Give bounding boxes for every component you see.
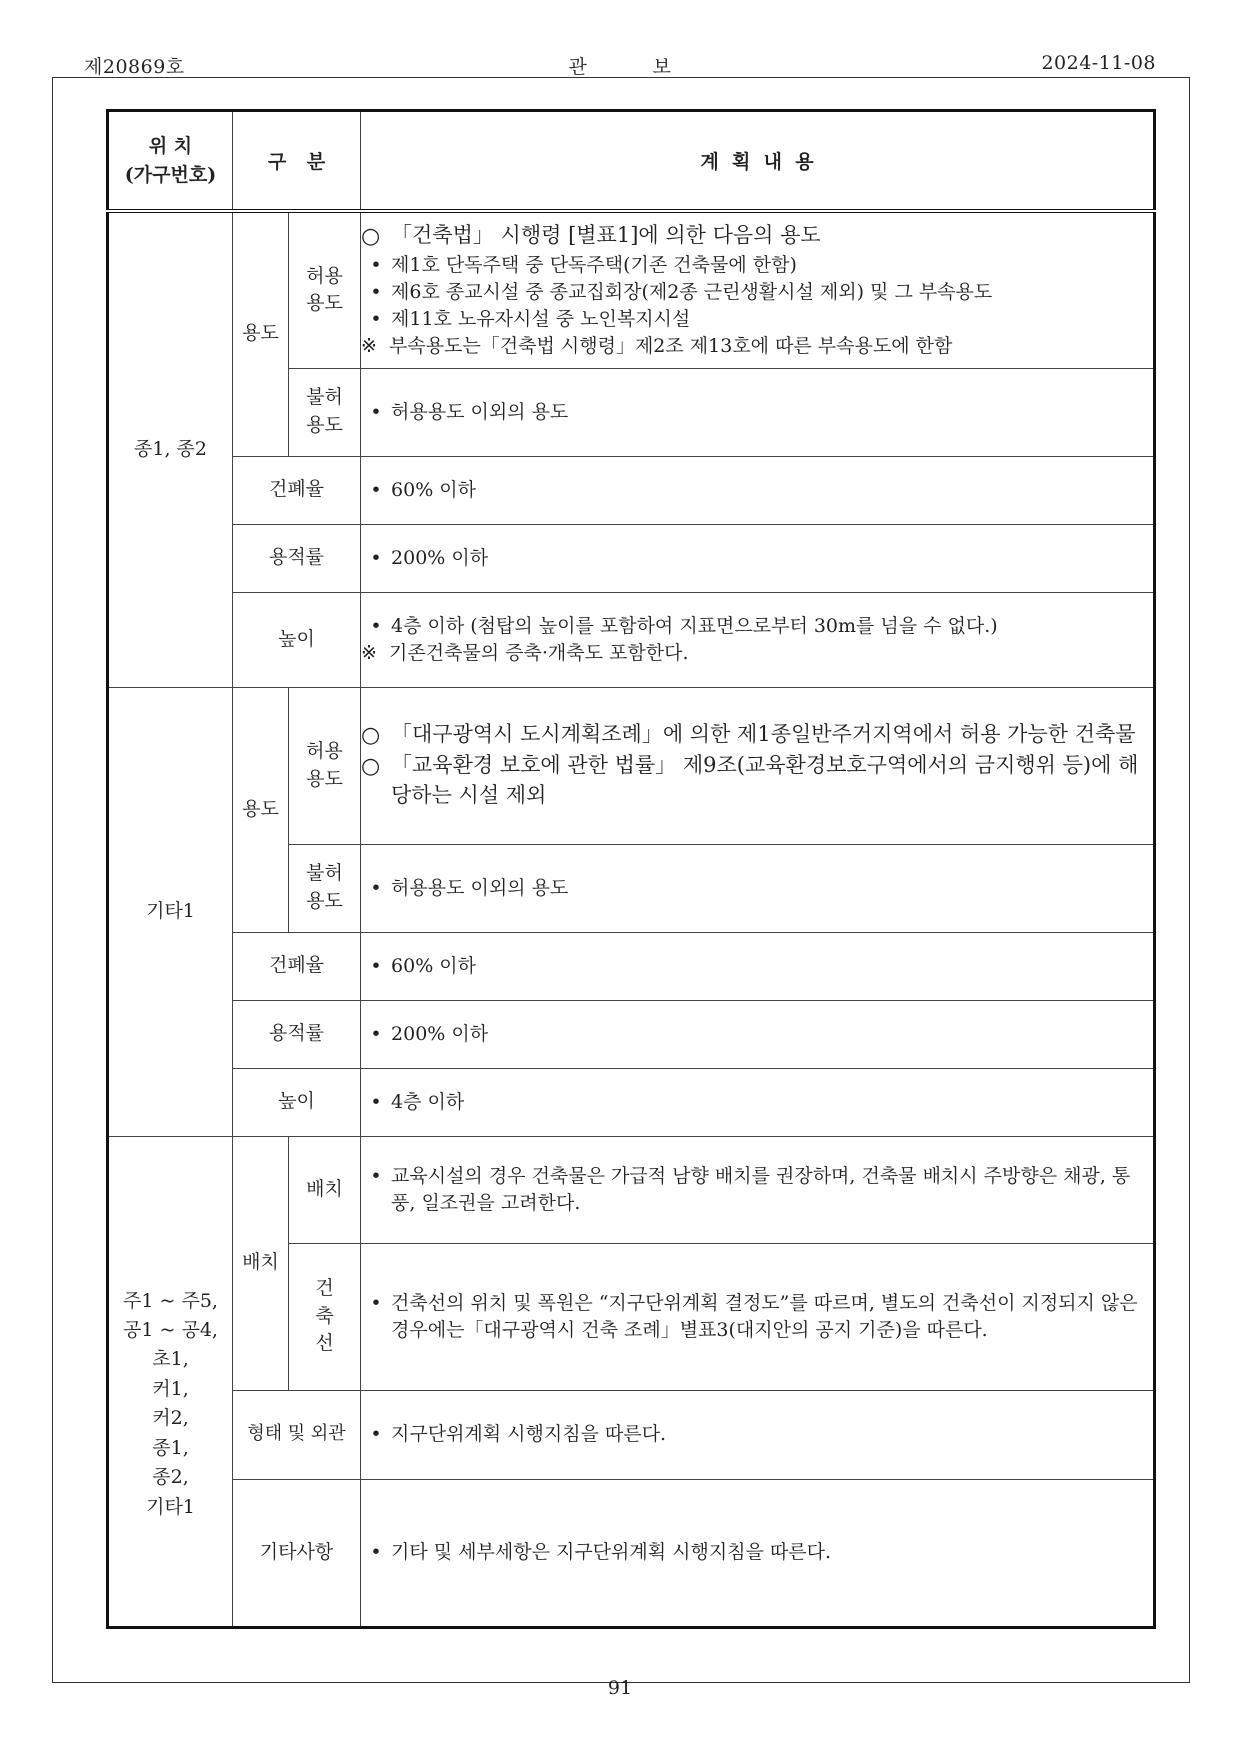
bullet-item (361, 477, 1153, 504)
location-line: 종2, (152, 1466, 189, 1489)
bullet-text: 60% 이하 (391, 954, 476, 977)
location-line: 공1 ~ 공4, (123, 1318, 218, 1341)
category-building-line: 건 축 선 (289, 1243, 361, 1390)
category-form: 형태 및 외관 (233, 1390, 361, 1479)
publication-title-text: 관 보 (568, 56, 672, 78)
etc-content (361, 1479, 1155, 1627)
height-content (361, 1068, 1155, 1136)
table-row (108, 1000, 1155, 1068)
issue-number: 제20869호 (84, 56, 185, 78)
circle-text: 「대구광역시 도시계획조례」에 의한 제1종일반주거지역에서 허용 가능한 건축물 (391, 722, 1136, 747)
plan-table (106, 109, 1156, 1629)
table-row (108, 932, 1155, 1000)
location-line: 초1, (152, 1348, 189, 1371)
bullet-marker: • (370, 1541, 382, 1564)
bullet-marker: • (370, 400, 382, 423)
bullet-item (361, 1290, 1153, 1344)
location-line: 커2, (152, 1407, 189, 1430)
category-allowed: 허용 용도 (289, 211, 361, 368)
location-line: 종1, (152, 1436, 189, 1459)
note-item (361, 333, 1153, 360)
location-line: 기타1 (146, 1495, 195, 1518)
bullet-text: 교육시설의 경우 건축물은 가급적 남향 배치를 권장하며, 건축물 배치시 주방향은 채광, 통풍, 일조권을 고려한다. (391, 1164, 1131, 1214)
page-footer (0, 1677, 1240, 1699)
table-row (108, 1136, 1155, 1243)
location-line: 커1, (152, 1377, 189, 1400)
bullet-marker: • (370, 1423, 382, 1446)
bullet-marker: • (370, 280, 382, 303)
table-row (108, 592, 1155, 687)
disallowed-content (361, 844, 1155, 932)
bullet-marker: • (370, 954, 382, 977)
location-cell: 종1, 종2 (108, 211, 233, 687)
height-content (361, 592, 1155, 687)
bullet-text: 건축선의 위치 및 폭원은 “지구단위계획 결정도”를 따르며, 별도의 건축선이 지정되지 않은 경우에는「대구광역시 건축 조례」별표3(대지안의 공지 기준)을 따른다. (391, 1291, 1138, 1341)
category-etc: 기타사항 (233, 1479, 361, 1627)
bullet-text: 허용용도 이외의 용도 (391, 400, 569, 423)
bullet-text: 60% 이하 (391, 478, 476, 501)
issue-date: 2024-11-08 (1041, 52, 1156, 74)
category-allowed: 허용 용도 (289, 687, 361, 844)
bullet-item (361, 1539, 1153, 1566)
location-cell: 기타1 (108, 687, 233, 1136)
category-coverage: 건폐율 (233, 932, 361, 1000)
coverage-content (361, 456, 1155, 524)
circle-marker: ○ (361, 754, 381, 780)
header-content: 계 획 내 용 (361, 111, 1155, 212)
bullet-item (361, 1163, 1153, 1217)
bullet-item (361, 1021, 1153, 1048)
location-cell (108, 1136, 233, 1627)
bullet-marker: • (370, 253, 382, 276)
table-row (108, 1479, 1155, 1627)
bullet-marker: • (370, 876, 382, 899)
bullet-item (361, 613, 1153, 640)
bullet-text: 4층 이하 (391, 1090, 465, 1113)
category-disallowed: 불허 용도 (289, 368, 361, 456)
header-location: 위 치 (가구번호) (108, 111, 233, 212)
table-row (108, 1068, 1155, 1136)
bullet-marker: • (370, 1090, 382, 1113)
category-coverage: 건폐율 (233, 456, 361, 524)
far-content (361, 1000, 1155, 1068)
category-far: 용적률 (233, 1000, 361, 1068)
far-content (361, 524, 1155, 592)
bullet-text: 제6호 종교시설 중 종교집회장(제2종 근린생활시설 제외) 및 그 부속용도 (391, 280, 993, 303)
bullet-text: 허용용도 이외의 용도 (391, 876, 569, 899)
page-number: 91 (607, 1677, 633, 1699)
bullet-text: 기타 및 세부세항은 지구단위계획 시행지침을 따른다. (391, 1541, 832, 1564)
circle-item (361, 751, 1153, 811)
category-placement: 배치 (233, 1136, 289, 1390)
bullet-marker: • (370, 1022, 382, 1045)
category-far: 용적률 (233, 524, 361, 592)
bullet-item (361, 306, 1153, 333)
table-header-row (108, 111, 1155, 212)
arrangement-content (361, 1136, 1155, 1243)
bullet-text: 제1호 단독주택 중 단독주택(기존 건축물에 한함) (391, 253, 797, 276)
note-marker: ※ (361, 334, 377, 357)
bullet-item (361, 953, 1153, 980)
bullet-text: 제11호 노유자시설 중 노인복지시설 (391, 307, 691, 330)
circle-marker: ○ (361, 223, 381, 249)
coverage-content (361, 932, 1155, 1000)
category-height: 높이 (233, 1068, 361, 1136)
table-row (108, 687, 1155, 844)
note-item (361, 640, 1153, 667)
bullet-text: 4층 이하 (첨탑의 높이를 포함하여 지표면으로부터 30m를 넘을 수 없다.) (391, 614, 998, 637)
bullet-marker: • (370, 478, 382, 501)
form-content (361, 1390, 1155, 1479)
bullet-text: 200% 이하 (391, 546, 489, 569)
category-use: 용도 (233, 211, 289, 456)
table-row (108, 211, 1155, 368)
allowed-content (361, 211, 1155, 368)
table-row (108, 1390, 1155, 1479)
bullet-marker: • (370, 1291, 382, 1314)
bullet-item (361, 279, 1153, 306)
bullet-text: 지구단위계획 시행지침을 따른다. (391, 1423, 667, 1446)
category-height: 높이 (233, 592, 361, 687)
category-use: 용도 (233, 687, 289, 932)
bullet-item (361, 1421, 1153, 1448)
bullet-marker: • (370, 1164, 382, 1187)
circle-text: 「교육환경 보호에 관한 법률」 제9조(교육환경보호구역에서의 금지행위 등)에 해당하는 시설 제외 (391, 753, 1139, 808)
category-arrangement: 배치 (289, 1136, 361, 1243)
header-category: 구 분 (233, 111, 361, 212)
location-line: 주1 ~ 주5, (123, 1289, 218, 1312)
circle-item (361, 221, 1153, 252)
bullet-item (361, 545, 1153, 572)
table-row (108, 456, 1155, 524)
circle-marker: ○ (361, 723, 381, 749)
allowed-content (361, 687, 1155, 844)
bullet-marker: • (370, 614, 382, 637)
note-text: 부속용도는「건축법 시행령」제2조 제13호에 따른 부속용도에 한함 (389, 334, 953, 357)
bullet-item (361, 875, 1153, 902)
bullet-text: 200% 이하 (391, 1022, 489, 1045)
category-disallowed: 불허 용도 (289, 844, 361, 932)
bullet-item (361, 399, 1153, 426)
bullet-item (361, 1089, 1153, 1116)
note-text: 기존건축물의 증축·개축도 포함한다. (389, 641, 689, 664)
disallowed-content (361, 368, 1155, 456)
bullet-marker: • (370, 546, 382, 569)
circle-text: 「건축법」 시행령 [별표1]에 의한 다음의 용도 (391, 222, 821, 247)
bullet-item (361, 252, 1153, 279)
table-row (108, 524, 1155, 592)
bullet-marker: • (370, 307, 382, 330)
building-line-content (361, 1243, 1155, 1390)
note-marker: ※ (361, 641, 377, 664)
circle-item (361, 720, 1153, 751)
